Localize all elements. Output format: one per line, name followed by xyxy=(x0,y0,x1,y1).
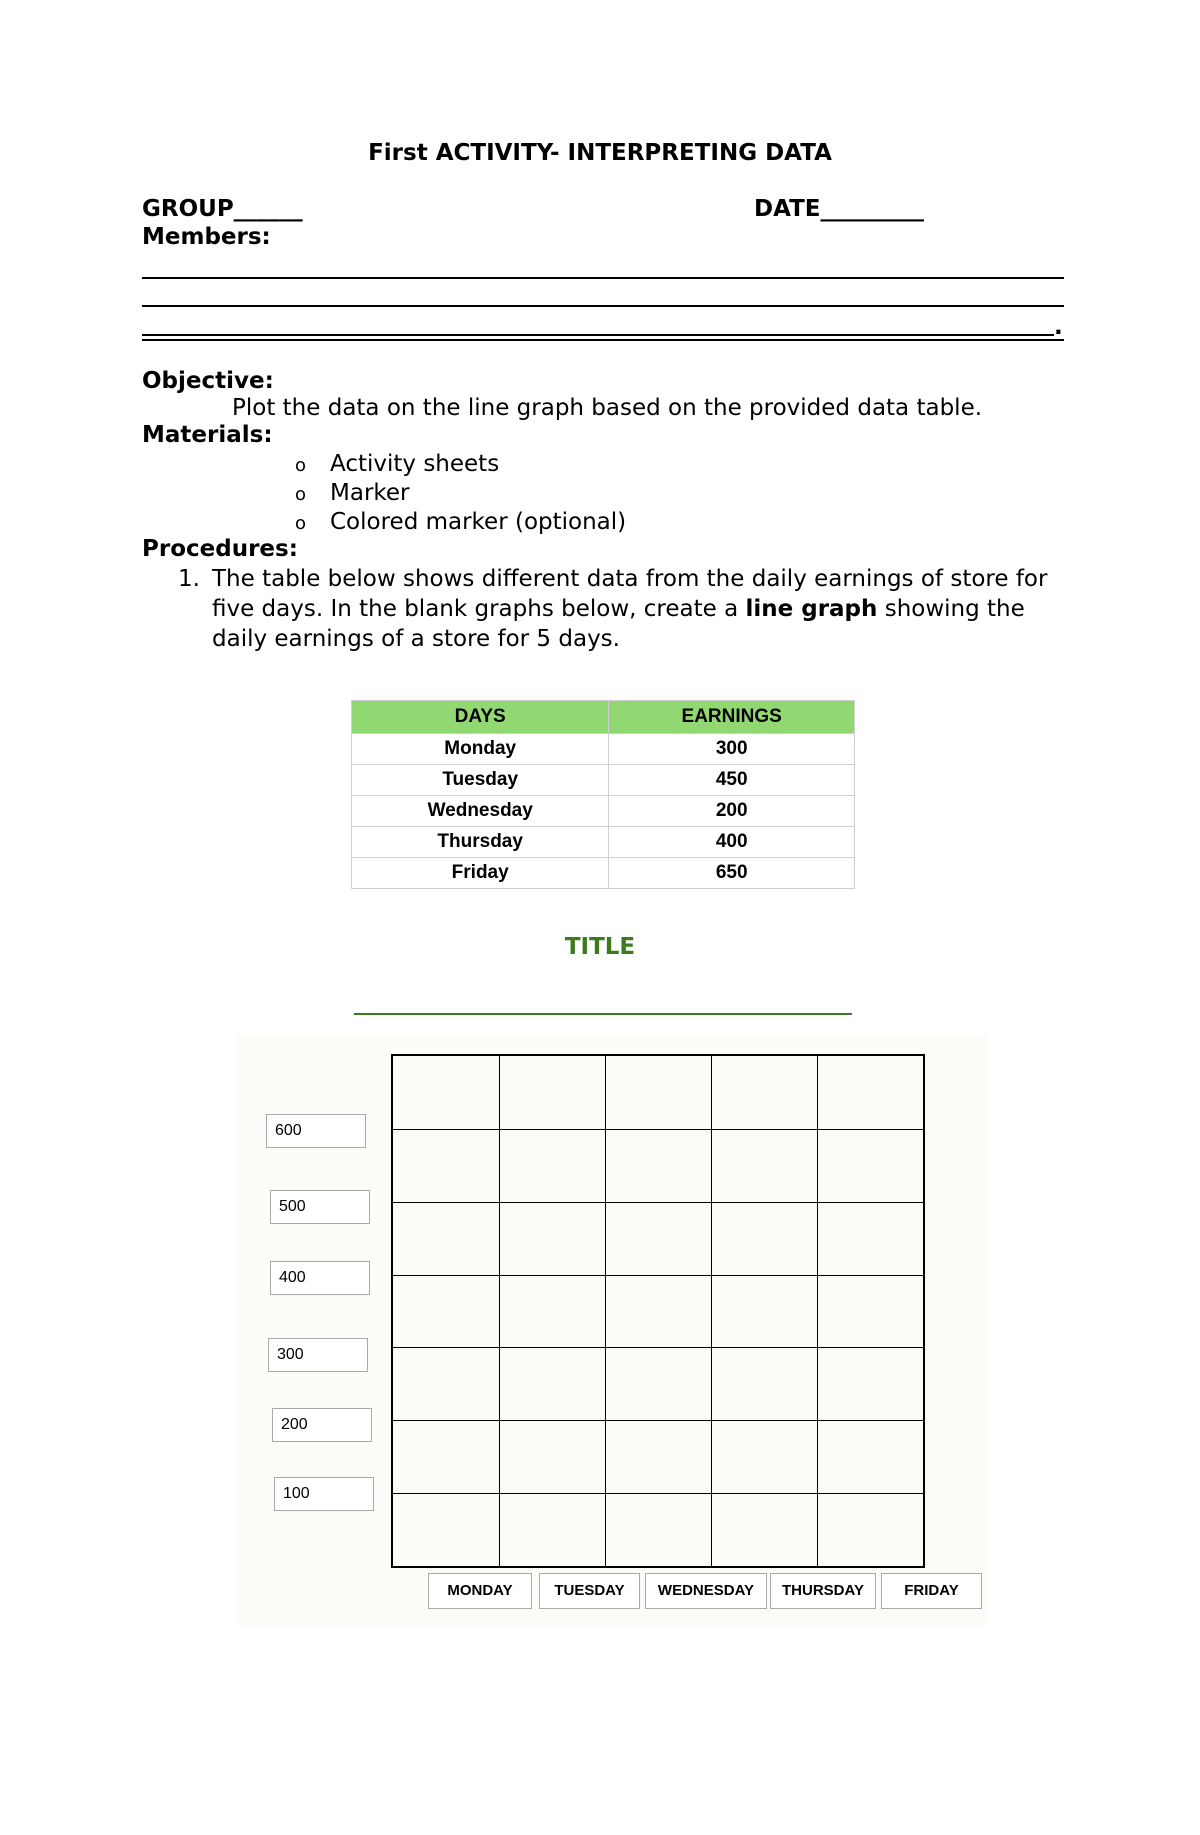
graph-title: TITLE xyxy=(564,934,636,960)
grid-line-horizontal xyxy=(393,1275,923,1276)
earnings-cell: 400 xyxy=(609,827,855,858)
day-cell: Wednesday xyxy=(352,796,609,827)
members-line-1 xyxy=(142,277,1064,279)
y-axis-label-400: 400 xyxy=(270,1261,370,1295)
page-title: First ACTIVITY- INTERPRETING DATA xyxy=(368,140,832,166)
table-row xyxy=(352,734,855,765)
date-label: DATE_________ xyxy=(754,196,925,222)
grid-line-vertical xyxy=(817,1056,818,1566)
list-item: o Marker xyxy=(295,480,410,506)
objective-text: Plot the data on the line graph based on the provided data table. xyxy=(232,395,983,421)
table-row xyxy=(352,827,855,858)
grid-line-vertical xyxy=(711,1056,712,1566)
earnings-table xyxy=(351,700,855,889)
bullet-icon: o xyxy=(295,455,307,476)
step-number: 1. xyxy=(178,566,200,592)
grid-line-horizontal xyxy=(393,1202,923,1203)
x-axis-label-friday: FRIDAY xyxy=(881,1573,982,1609)
procedures-label: Procedures: xyxy=(142,536,298,562)
bullet-icon: o xyxy=(295,484,307,505)
list-item: o Colored marker (optional) xyxy=(295,509,627,535)
bullet-icon: o xyxy=(295,513,307,534)
earnings-cell: 450 xyxy=(609,765,855,796)
table-row xyxy=(352,796,855,827)
column-header-earnings: EARNINGS xyxy=(609,701,855,734)
members-label: Members: xyxy=(142,224,271,250)
table-row xyxy=(352,858,855,889)
day-cell: Thursday xyxy=(352,827,609,858)
objective-label: Objective: xyxy=(142,368,274,394)
grid-line-vertical xyxy=(605,1056,606,1566)
y-axis-label-300: 300 xyxy=(268,1338,368,1372)
members-line-2 xyxy=(142,305,1064,307)
list-item: o Activity sheets xyxy=(295,451,500,477)
earnings-cell: 200 xyxy=(609,796,855,827)
day-cell: Friday xyxy=(352,858,609,889)
graph-grid xyxy=(391,1054,925,1568)
day-cell: Monday xyxy=(352,734,609,765)
y-axis-label-100: 100 xyxy=(274,1477,374,1511)
line-graph-emphasis: line graph xyxy=(745,596,878,622)
y-axis-label-600: 600 xyxy=(266,1114,366,1148)
x-axis-label-monday: MONDAY xyxy=(428,1573,532,1609)
earnings-cell: 300 xyxy=(609,734,855,765)
members-line-end: . xyxy=(1054,314,1063,340)
grid-line-horizontal xyxy=(393,1129,923,1130)
table-header-row xyxy=(352,701,855,734)
graph-title-line xyxy=(354,1013,852,1015)
earnings-cell: 650 xyxy=(609,858,855,889)
y-axis-label-200: 200 xyxy=(272,1408,372,1442)
members-line-3 xyxy=(142,334,1054,336)
table-row xyxy=(352,765,855,796)
y-axis-label-500: 500 xyxy=(270,1190,370,1224)
x-axis-label-thursday: THURSDAY xyxy=(770,1573,876,1609)
grid-line-horizontal xyxy=(393,1420,923,1421)
day-cell: Tuesday xyxy=(352,765,609,796)
materials-label: Materials: xyxy=(142,422,273,448)
grid-line-horizontal xyxy=(393,1347,923,1348)
group-label: GROUP______ xyxy=(142,196,303,222)
grid-line-horizontal xyxy=(393,1493,923,1494)
x-axis-label-tuesday: TUESDAY xyxy=(539,1573,640,1609)
grid-line-vertical xyxy=(499,1056,500,1566)
procedure-step-1: 1. The table below shows different data from the daily earnings of store for five days. In the blank graphs below, create a line graph showing the daily earnings of a store for 5 days. xyxy=(178,566,1048,652)
x-axis-label-wednesday: WEDNESDAY xyxy=(645,1573,767,1609)
column-header-days: DAYS xyxy=(352,701,609,734)
members-line-3-underline xyxy=(142,339,1064,341)
